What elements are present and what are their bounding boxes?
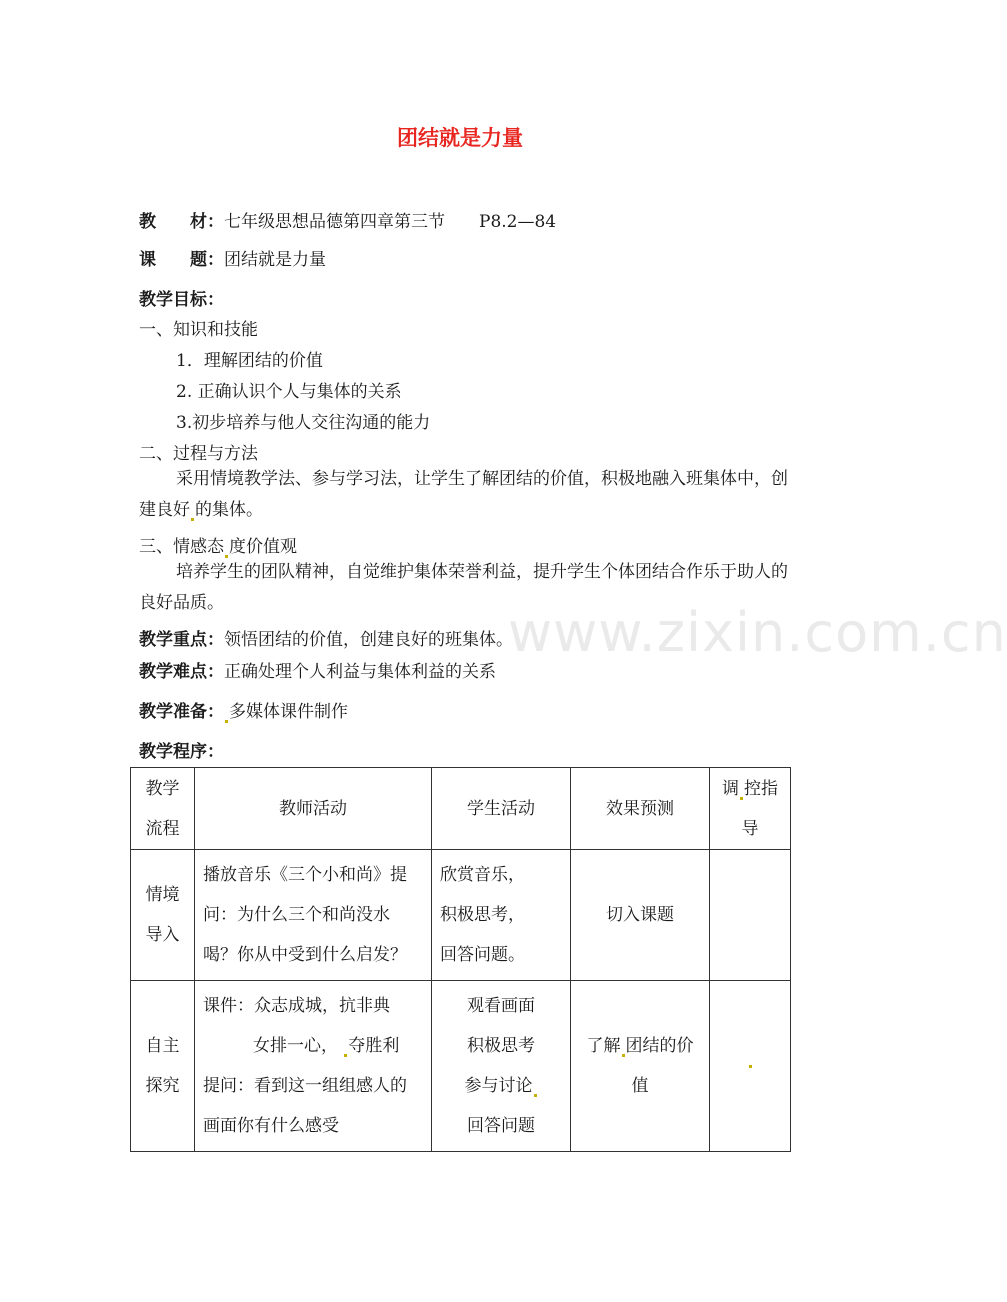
emotion-text-a: 三、情感态 [139,537,224,557]
row1-effect: 切入课题 [571,850,710,981]
row2-teacher-line-1: 课件：众志成城，抗非典 [203,996,390,1016]
mark-dot [740,797,743,800]
row2-student [432,981,571,1152]
header-teacher: 教师活动 [195,768,432,850]
topic-line [139,245,326,270]
row2-effect-a: 了解 [586,1036,621,1056]
row2-student-line-3 [440,1066,562,1106]
header-guide-line-2: 导 [741,818,759,839]
row1-teacher-line-3: 喝？你从中受到什么启发？ [203,945,407,965]
preparation-value: 多媒体课件制作 [229,702,348,722]
header-student: 学生活动 [432,768,571,850]
emotion-text-b: 度价值观 [229,537,297,557]
watermark: www.zixin.com.cn [508,601,1007,664]
mark-dot [749,1065,752,1068]
material-line [139,207,556,232]
header-guide-b: 控指 [744,778,778,799]
header-flow-line-1: 教学 [145,778,180,799]
row2-flow-line-1: 自主 [145,1036,180,1056]
row1-flow-line-2: 导入 [145,925,180,945]
section-knowledge: 一、知识和技能 [139,320,258,340]
row2-flow [131,981,195,1152]
material-label: 教 材： [139,212,224,232]
preparation-line [139,697,348,723]
table-header-row [131,768,791,850]
key-points-value: 领悟团结的价值，创建良好的班集体。 [224,630,513,650]
header-flow-line-2: 流程 [145,818,180,839]
row2-effect-b: 团结的价 [625,1036,694,1056]
difficulty-label: 教学难点： [139,662,224,682]
header-guide-line-1 [716,769,784,809]
procedure-label: 教学程序： [139,742,224,762]
row2-guide [710,981,791,1152]
header-effect: 效果预测 [571,768,710,850]
row1-student [432,850,571,981]
row2-effect [571,981,710,1152]
row1-flow [131,850,195,981]
row2-teacher-b1: 女排一心， [253,1036,338,1056]
objective-item-3: 3.初步培养与他人交往沟通的能力 [176,413,431,433]
section-process: 二、过程与方法 [139,444,258,464]
topic-value: 团结就是力量 [224,250,326,270]
topic-label: 课 题： [139,250,224,270]
table-row [131,981,791,1152]
row1-guide [710,850,791,981]
process-text-a: 采用情境教学法、参与学习法，让学生了解团结的价值，积极地融入班集体中，创建良好 [139,469,788,520]
mark-dot [344,1054,347,1057]
objective-item-2: 2. 正确认识个人与集体的关系 [176,382,402,402]
objective-item-1: 1．理解团结的价值 [176,351,323,371]
process-text-b: 的集体。 [195,500,263,520]
row2-flow-line-2: 探究 [145,1076,180,1096]
row1-teacher-line-2: 问：为什么三个和尚没水 [203,905,390,925]
row2-student-line-2: 积极思考 [467,1036,535,1056]
row1-flow-line-1: 情境 [145,885,180,905]
row1-student-line-2: 积极思考， [440,905,525,925]
process-paragraph [139,464,789,526]
preparation-label: 教学准备： [139,702,224,722]
header-guide [710,768,791,850]
header-guide-a: 调 [722,778,739,799]
emotion-paragraph: 培养学生的团队精神，自觉维护集体荣誉利益，提升学生个体团结合作乐于助人的良好品质。 [139,562,788,613]
key-points-label: 教学重点： [139,630,224,650]
table-row [131,850,791,981]
row2-student-line-1: 观看画面 [467,996,535,1016]
mark-dot [191,518,194,521]
section-emotion [139,532,297,558]
row2-teacher [195,981,432,1152]
row2-teacher-line-4: 画面你有什么感受 [203,1116,339,1136]
mark-dot [622,1054,625,1057]
row2-teacher-line-2 [203,1026,423,1066]
row1-teacher-line-1: 播放音乐《三个小和尚》提 [203,865,407,885]
objectives-heading: 教学目标： [139,290,224,310]
mark-dot [225,720,228,723]
row1-teacher [195,850,432,981]
row2-student-line-4: 回答问题 [467,1116,535,1136]
row1-student-line-1: 欣赏音乐， [440,865,525,885]
row2-student-c: 参与讨论 [464,1076,533,1096]
row2-teacher-line-3: 提问：看到这一组组感人的 [203,1076,407,1096]
mark-dot [534,1094,537,1097]
row2-teacher-b2: 夺胜利 [348,1036,400,1056]
row1-student-line-3: 回答问题。 [440,945,525,965]
difficulty-value: 正确处理个人利益与集体利益的关系 [224,662,496,682]
row2-effect-line-2: 值 [631,1076,649,1096]
key-points-line [139,625,513,650]
row2-effect-line-1 [577,1026,703,1066]
difficulty-line [139,657,496,682]
procedure-table [130,767,791,1152]
page-title: 团结就是力量 [397,126,523,150]
header-flow [131,768,195,850]
material-value: 七年级思想品德第四章第三节 P8.2—84 [224,212,557,232]
